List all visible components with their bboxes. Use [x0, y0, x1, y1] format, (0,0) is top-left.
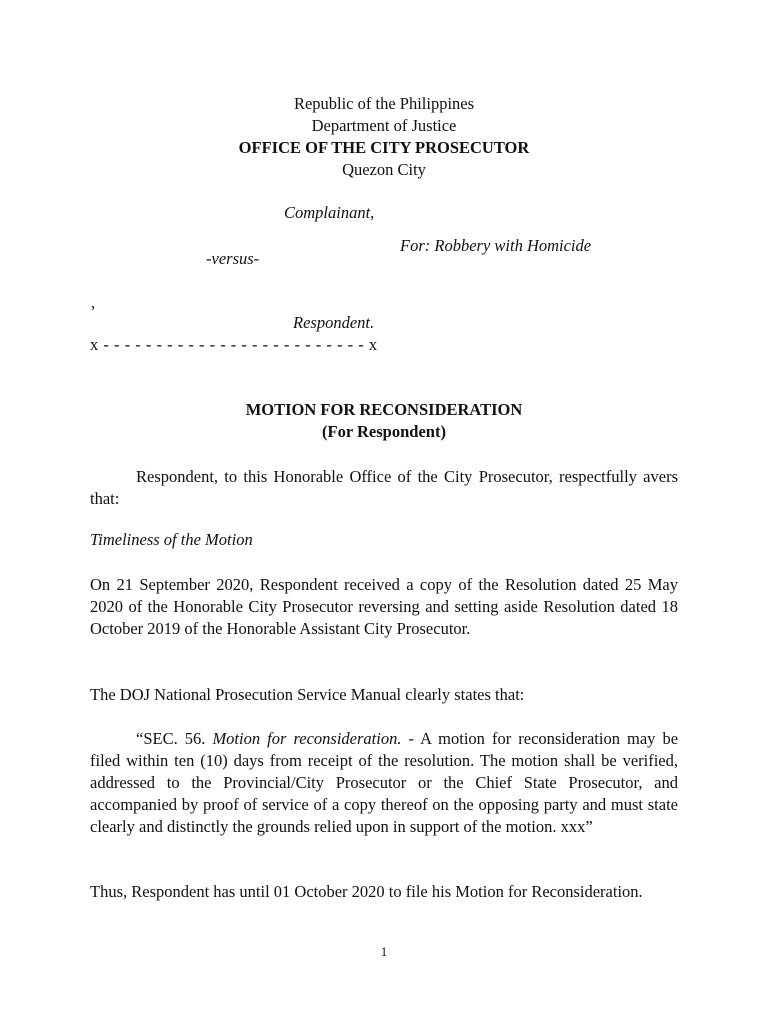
charge-label: For: Robbery with Homicide — [400, 236, 592, 255]
motion-subtitle: (For Respondent) — [322, 422, 446, 441]
header-department: Department of Justice — [311, 116, 457, 135]
respondent-name-comma: , — [91, 293, 96, 312]
intro-paragraph: Respondent, to this Honorable Office of the City Prosecutor, respectfully avers that: — [90, 467, 678, 508]
deadline-paragraph: Thus, Respondent has until 01 October 2020 to file his Motion for Reconsideration. — [90, 882, 643, 901]
header-office: OFFICE OF THE CITY PROSECUTOR — [238, 138, 530, 157]
respondent-label: Respondent. — [293, 313, 375, 332]
quote-open: “SEC. 56. — [136, 729, 206, 748]
doj-manual-paragraph: The DOJ National Prosecution Service Manual clearly states that: — [90, 685, 525, 704]
motion-title: MOTION FOR RECONSIDERATION — [245, 400, 523, 419]
quoted-section-56 — [90, 728, 678, 838]
header-republic: Republic of the Philippines — [293, 94, 475, 113]
section-heading: Timeliness of the Motion — [90, 530, 253, 549]
complainant-label: Complainant, — [284, 203, 375, 222]
caption-separator: x - - - - - - - - - - - - - - - - - - - - - - - - - x — [90, 335, 378, 354]
versus-label: -versus- — [206, 249, 260, 268]
header-city: Quezon City — [342, 160, 426, 179]
timeliness-paragraph: On 21 September 2020, Respondent received a copy of the Resolution dated 25 May 2020 of the Honorable City Prosecutor reversing and setting aside Resolution dated 18 October 2019 of the Honorable Assistant City Prosecutor. — [90, 575, 678, 638]
page-number: 1 — [380, 944, 388, 959]
quote-body: - A motion for reconsideration may be filed within ten (10) days from receipt of the resolution. The motion shall be verified, addressed to the Provincial/City Prosecutor or the Chief State Prosecutor, and accompanied by proof of service of a copy thereof on the opposing party and must state clearly and distinctly the grounds relied upon in support of the motion. xxx” — [90, 729, 679, 836]
quote-title: Motion for reconsideration. — [212, 729, 402, 748]
